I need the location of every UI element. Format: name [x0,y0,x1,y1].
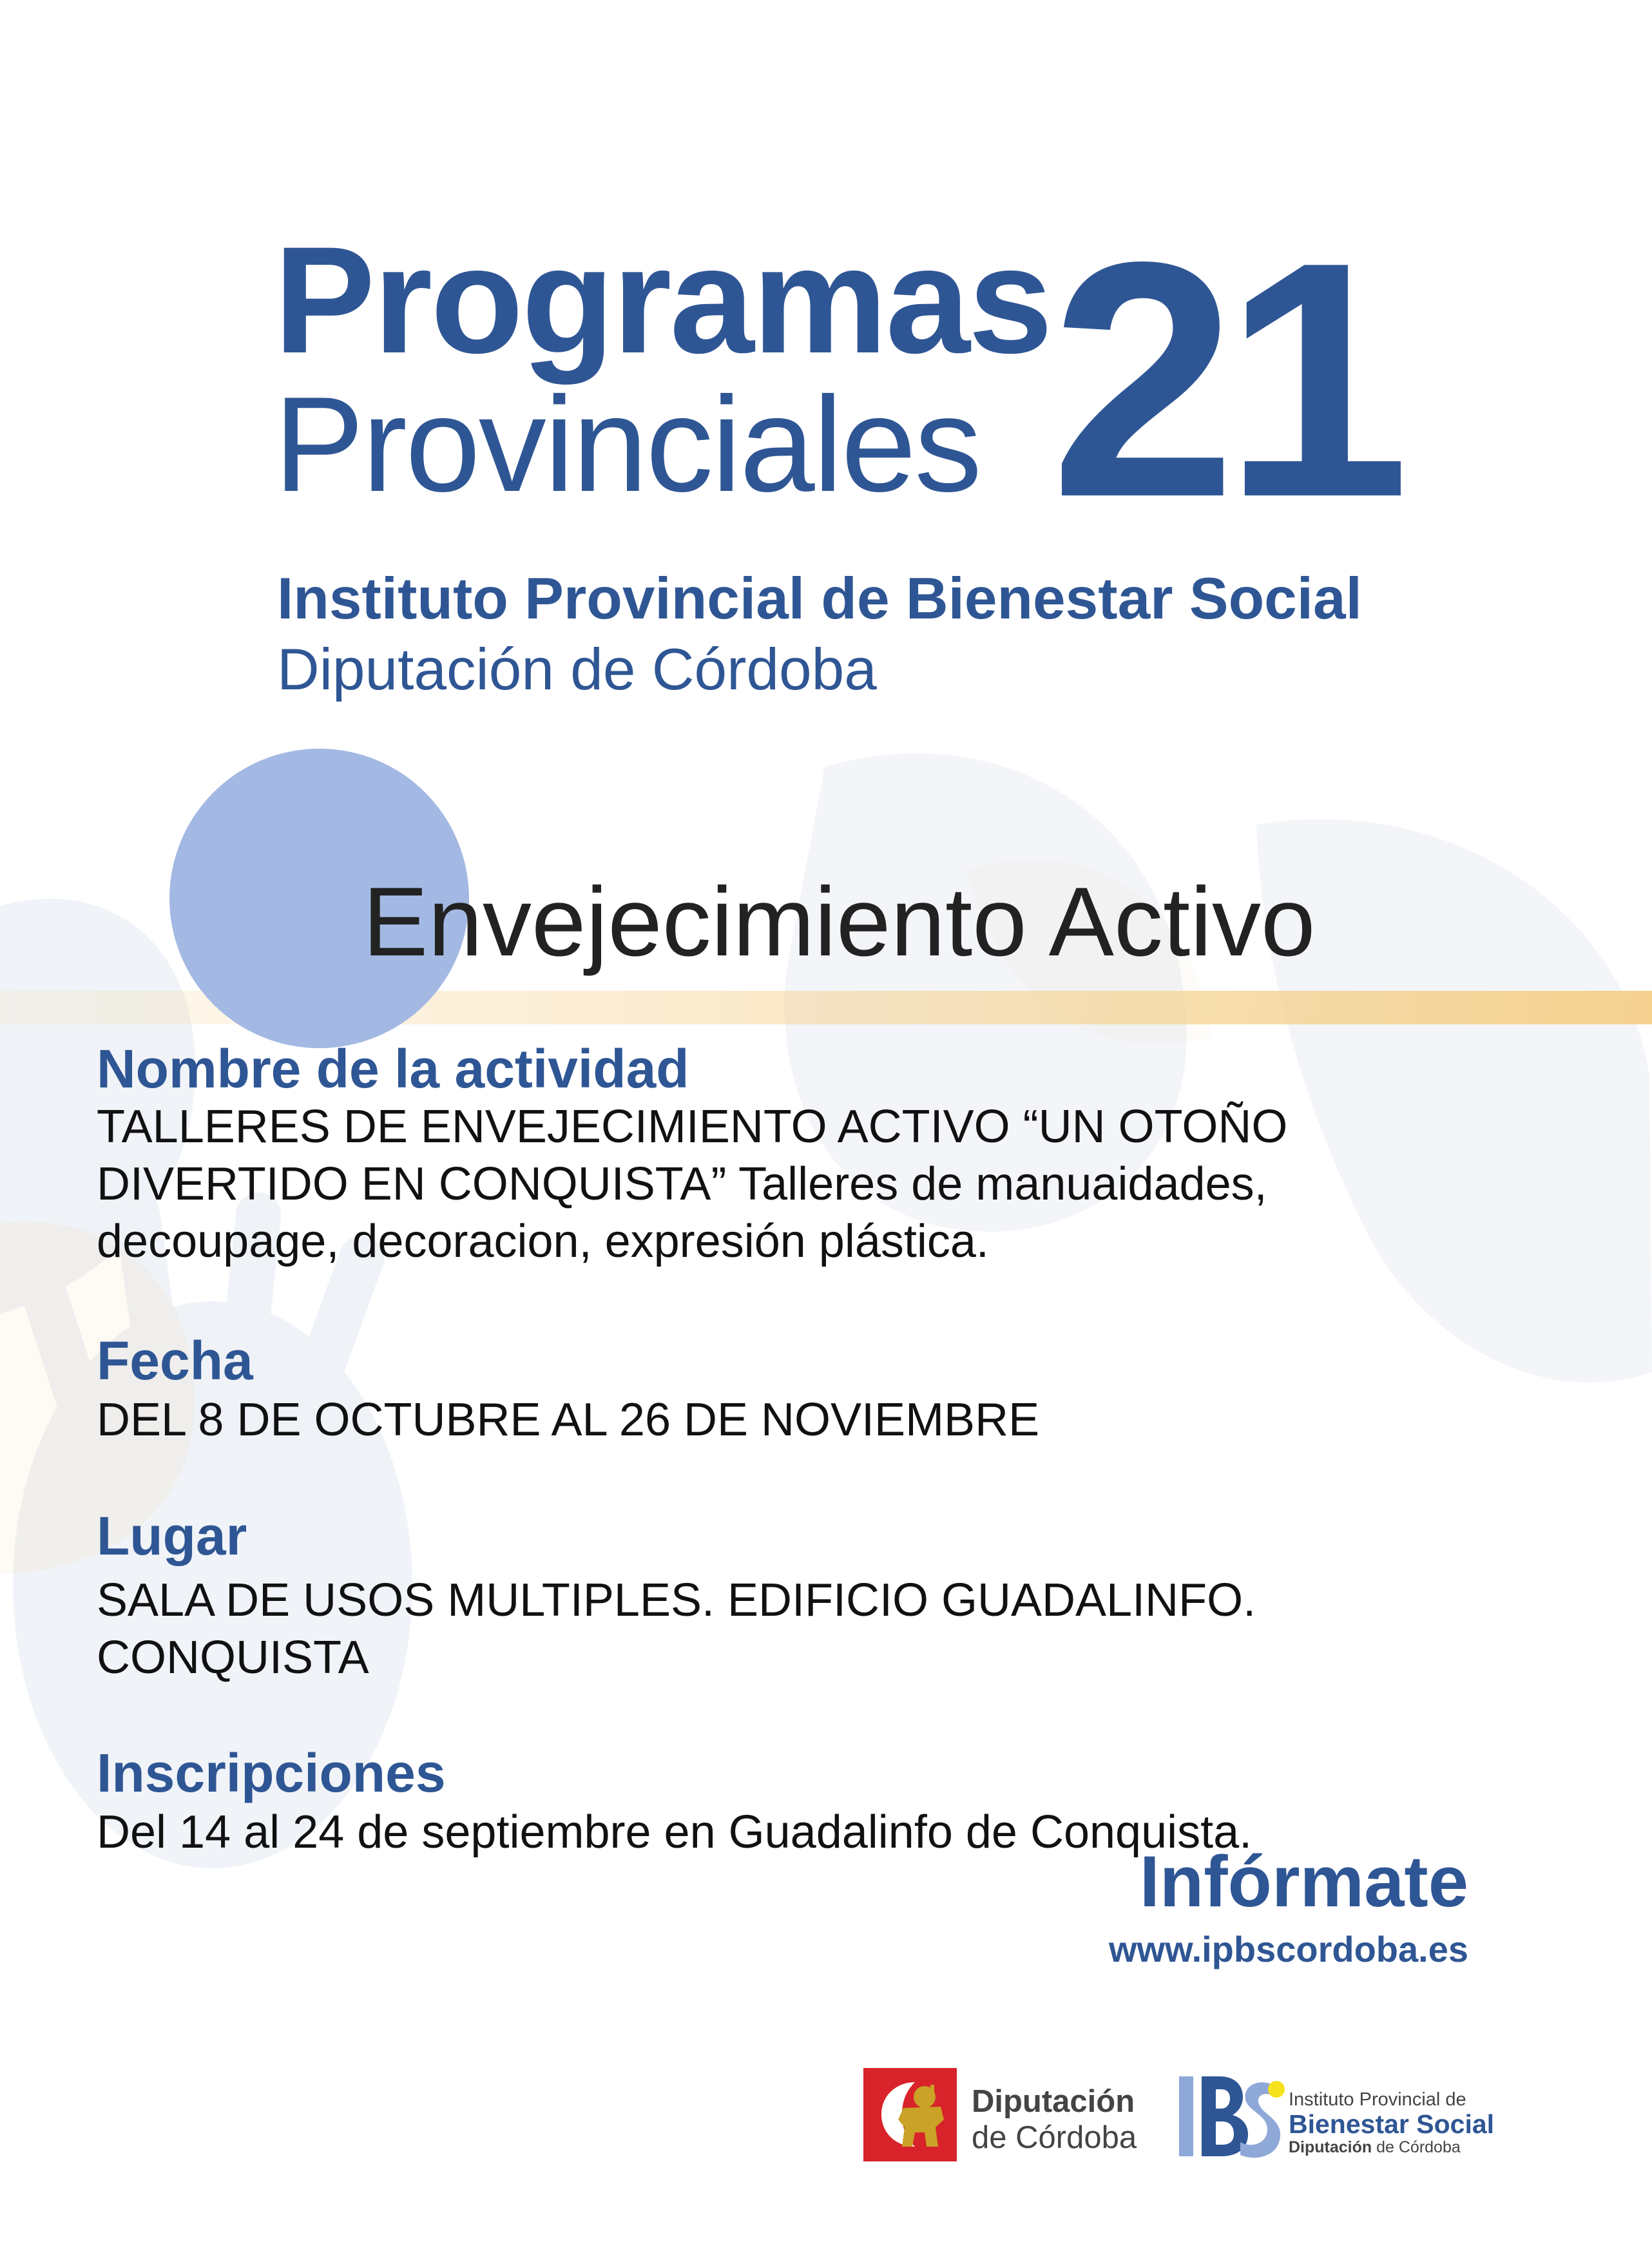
ibs-logo [1176,2071,1495,2161]
activity-text: TALLERES DE ENVEJECIMIENTO ACTIVO “UN OTOÑO DIVERTIDO EN CONQUISTA” Talleres de manuaidades, decoupage, decoracion, expresión plástica. [97,1101,1288,1267]
activity-heading: Nombre de la actividad [97,1039,689,1099]
ibs-logo-line3-bold: Diputación [1289,2138,1372,2156]
ibs-logo-line2: Bienestar Social [1289,2109,1495,2139]
place-heading: Lugar [97,1506,247,1566]
diputacion-shield-icon [863,2068,957,2161]
ibs-logo-line3 [1289,2140,1461,2156]
title-provinciales: Provinciales [274,369,981,520]
registration-heading: Inscripciones [97,1743,446,1803]
date-text: DEL 8 DE OCTUBRE AL 26 DE NOVIEMBRE [97,1394,1040,1446]
diputacion-logo-line2: de Córdoba [972,2120,1137,2155]
ibs-logo-line1: Instituto Provincial de [1289,2089,1466,2110]
program-name: Envejecimiento Activo [363,867,1316,977]
informate-label: Infórmate [1139,1841,1468,1922]
diputacion-name: Diputación de Córdoba [277,637,877,702]
diputacion-logo [863,2068,1140,2161]
ibs-mark-icon [1176,2071,1285,2161]
place-text: SALA DE USOS MULTIPLES. EDIFICIO GUADALINFO. CONQUISTA [97,1575,1256,1683]
registration-text: Del 14 al 24 de septiembre en Guadalinfo de Conquista. [97,1806,1253,1858]
year-number: 21 [1050,193,1397,567]
institute-name: Instituto Provincial de Bienestar Social [277,566,1362,631]
diputacion-logo-line1: Diputación [972,2084,1135,2119]
website-link[interactable]: www.ipbscordoba.es [1108,1929,1468,1969]
date-heading: Fecha [97,1330,253,1391]
ibs-logo-line3-rest: de Córdoba [1372,2138,1461,2156]
title-programas: Programas [274,215,1052,385]
